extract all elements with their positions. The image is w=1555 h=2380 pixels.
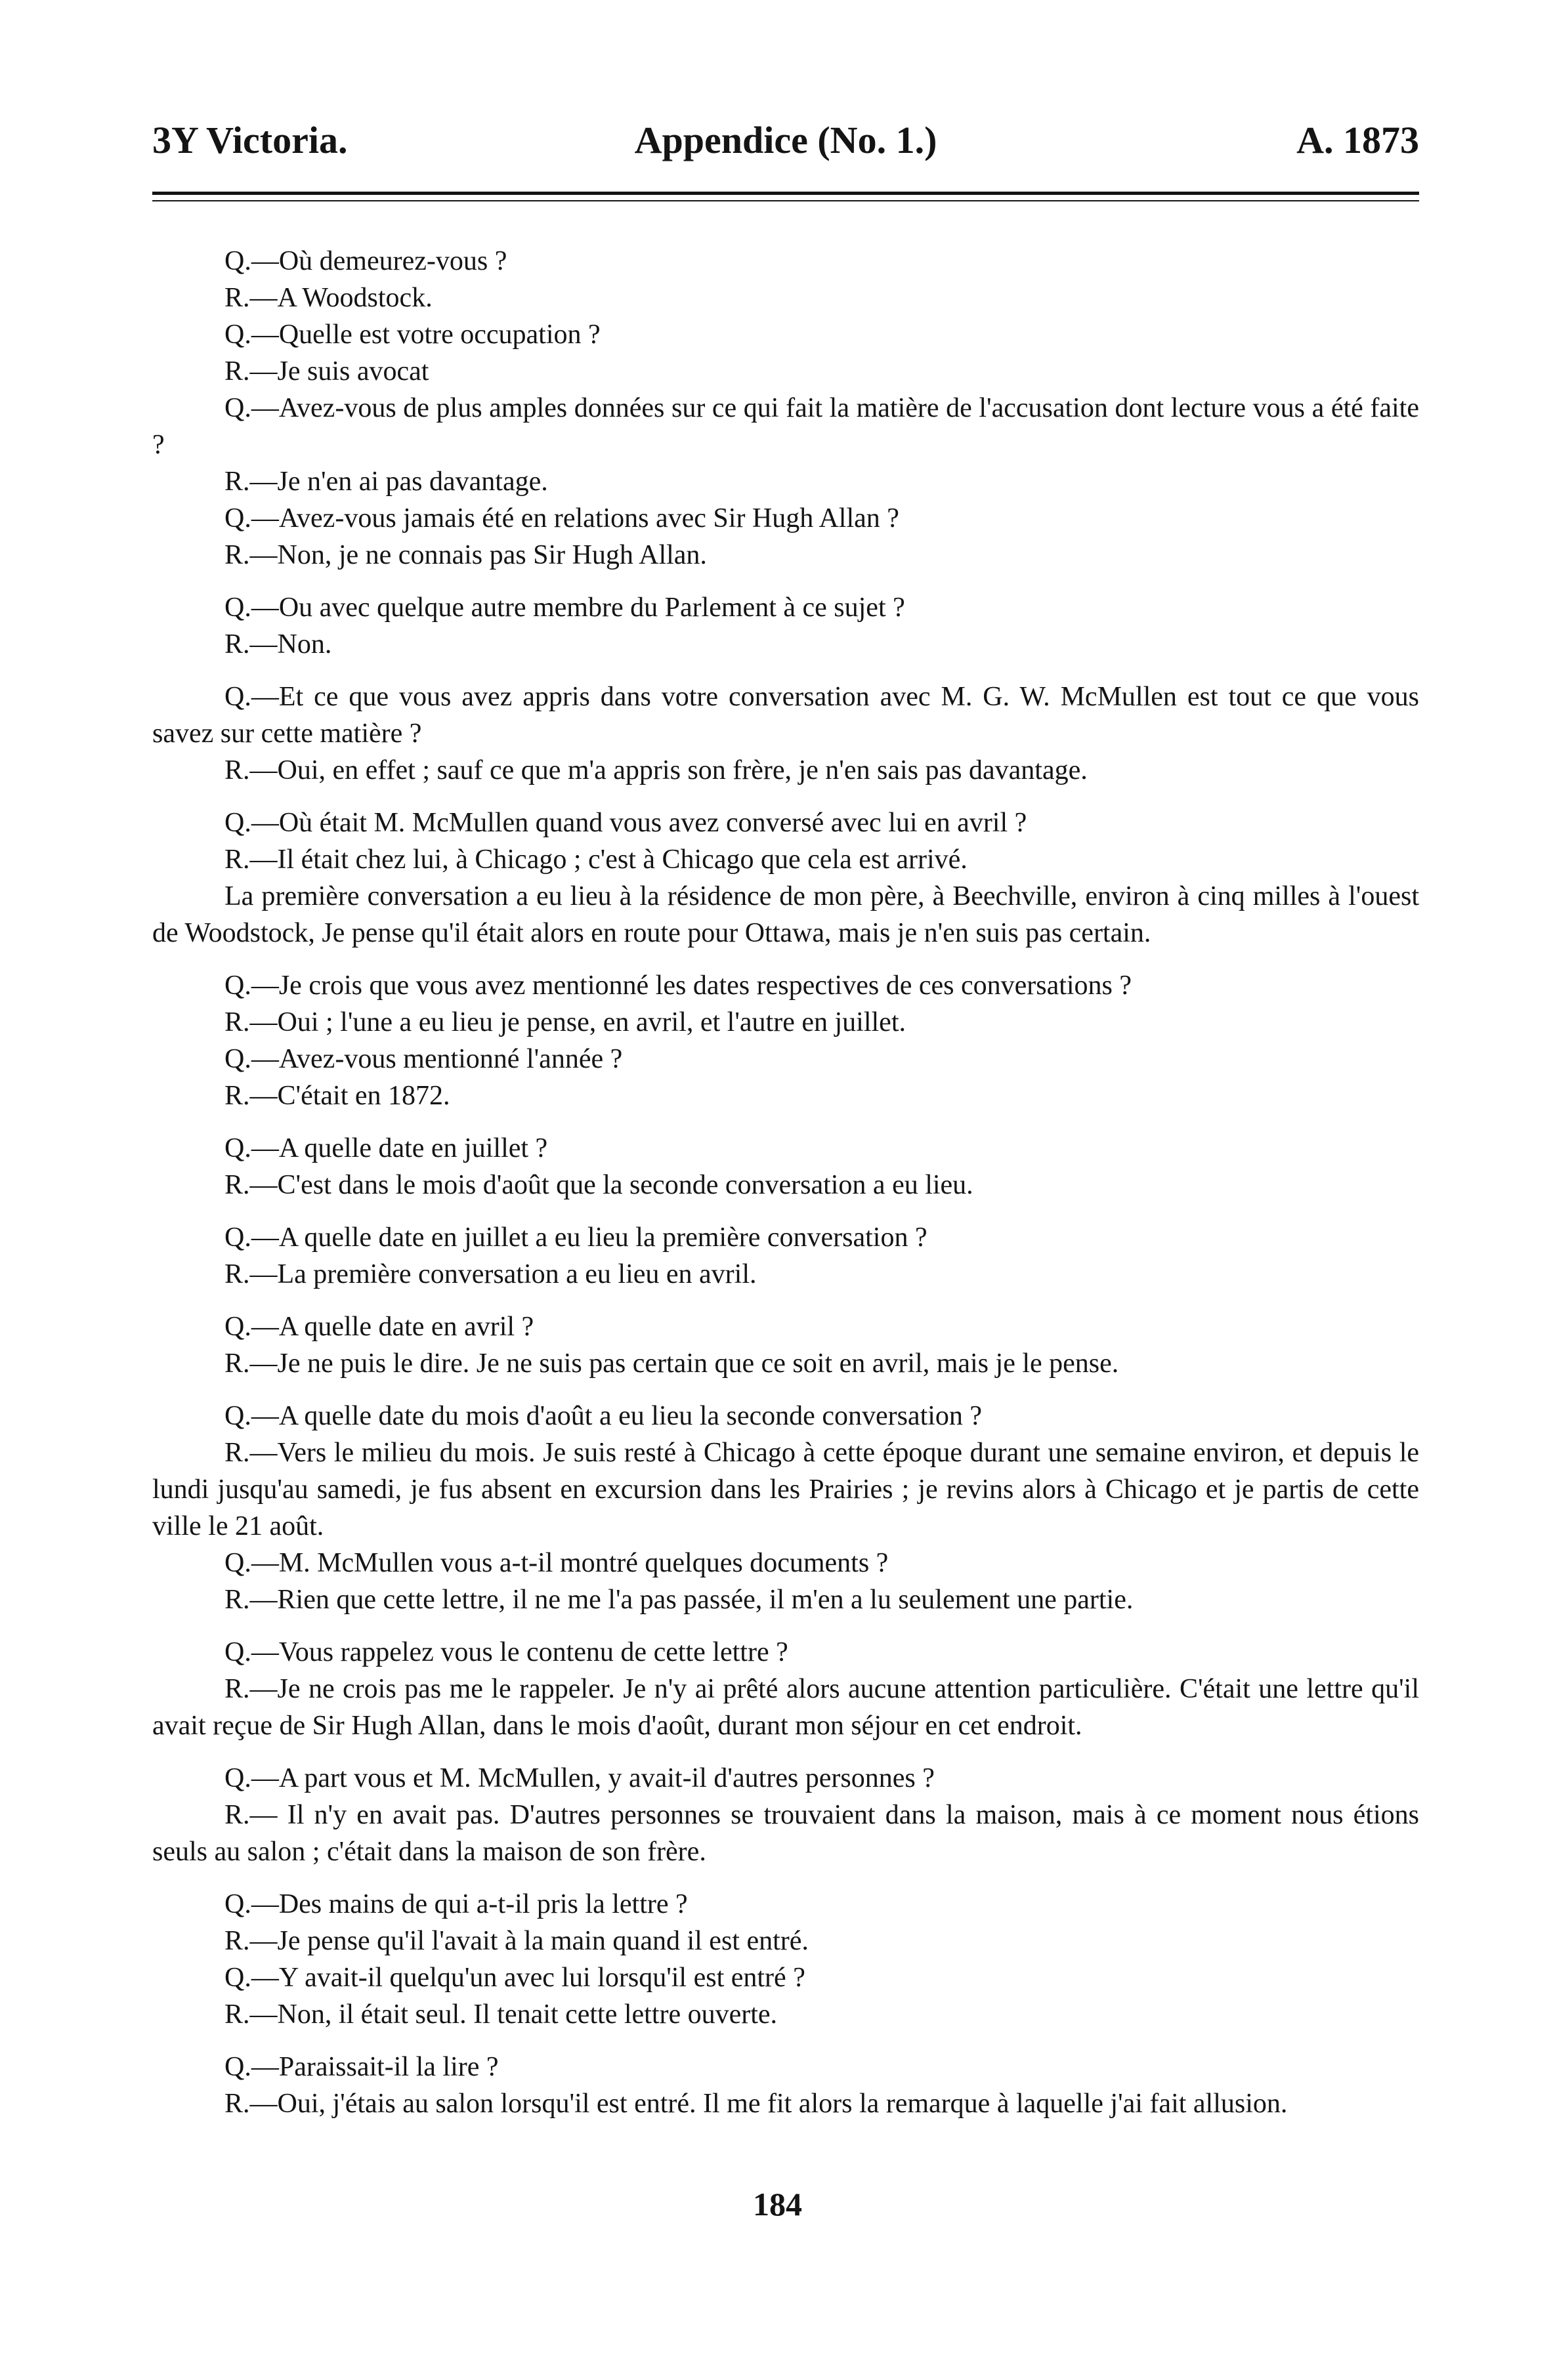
- paragraph: La première conversation a eu lieu à la résidence de mon père, à Beechville, environ à cinq milles à l'ouest de Woodstock, Je pense qu'il était alors en route pour Ottawa, mais je n'en suis pas certain.: [152, 881, 1419, 948]
- line-q: Q.—Avez-vous mentionné l'année ?: [224, 1044, 623, 1074]
- line-r: R.—Il était chez lui, à Chicago ; c'est à Chicago que cela est arrivé.: [224, 845, 968, 875]
- header-rule-thick: [152, 192, 1419, 195]
- line-q: Q.—A quelle date en juillet ?: [224, 1133, 548, 1163]
- line-q: Q.—Où était M. McMullen quand vous avez conversé avec lui en avril ?: [224, 808, 1027, 838]
- line-q: Q.—A quelle date en juillet a eu lieu la première conversation ?: [224, 1222, 927, 1253]
- line-r: R.—Rien que cette lettre, il ne me l'a pas passée, il m'en a lu seulement une partie.: [224, 1585, 1134, 1615]
- line-q: Q.—Avez-vous jamais été en relations avec Sir Hugh Allan ?: [224, 503, 899, 533]
- line-r: R.—Oui ; l'une a eu lieu je pense, en avril, et l'autre en juillet.: [224, 1007, 906, 1037]
- line-r: R.—Je ne puis le dire. Je ne suis pas certain que ce soit en avril, mais je le pense.: [224, 1348, 1119, 1379]
- testimony-text: [152, 243, 1419, 2122]
- line-r: R.—Je n'en ai pas davantage.: [224, 467, 548, 497]
- line-r: R.—La première conversation a eu lieu en avril.: [224, 1259, 757, 1289]
- line-r: R.—Je ne crois pas me le rappeler. Je n'y ai prêté alors aucune attention particulière. C'était une lettre qu'il avait reçue de Sir Hugh Allan, dans le mois d'août, durant mon séjour en cet endroit.: [152, 1674, 1419, 1741]
- line-q: Q.—A quelle date du mois d'août a eu lieu la seconde conversation ?: [224, 1401, 983, 1431]
- line-r: R.—Je pense qu'il l'avait à la main quand il est entré.: [224, 1926, 809, 1956]
- line-q: Q.—Quelle est votre occupation ?: [224, 320, 601, 350]
- line-r: R.—Oui, j'étais au salon lorsqu'il est entré. Il me fit alors la remarque à laquelle j'ai fait allusion.: [224, 2089, 1288, 2119]
- line-r: R.—Non, il était seul. Il tenait cette lettre ouverte.: [224, 1999, 778, 2030]
- header-appendix: Appendice (No. 1.): [634, 119, 937, 161]
- line-q: Q.—Y avait-il quelqu'un avec lui lorsqu'il est entré ?: [224, 1963, 805, 1993]
- line-q: Q.—Je crois que vous avez mentionné les dates respectives de ces conversations ?: [224, 971, 1132, 1001]
- line-q: Q.—A part vous et M. McMullen, y avait-il d'autres personnes ?: [224, 1763, 935, 1793]
- line-r: R.—Non, je ne connais pas Sir Hugh Allan.: [224, 540, 707, 570]
- line-q: Q.—Des mains de qui a-t-il pris la lettre ?: [224, 1889, 688, 1919]
- page-number: 184: [753, 2186, 802, 2223]
- line-q: Q.—Vous rappelez vous le contenu de cette lettre ?: [224, 1637, 788, 1667]
- header-rule-thin: [152, 200, 1419, 201]
- line-r: R.—A Woodstock.: [224, 283, 433, 313]
- header-year: A. 1873: [1296, 119, 1419, 161]
- line-r: R.— Il n'y en avait pas. D'autres personnes se trouvaient dans la maison, mais à ce moment nous étions seuls au salon ; c'était dans la maison de son frère.: [152, 1800, 1419, 1867]
- line-q: Q.—M. McMullen vous a-t-il montré quelques documents ?: [224, 1548, 889, 1578]
- page-header: [152, 118, 1419, 164]
- line-q: Q.—A quelle date en avril ?: [224, 1312, 534, 1342]
- line-q: Q.—Paraissait-il la lire ?: [224, 2052, 499, 2082]
- line-r: R.—Vers le milieu du mois. Je suis resté à Chicago à cette époque durant une semaine environ, et depuis le lundi jusqu'au samedi, je fus absent en excursion dans les Prairies ; je revins alors à Chicago et je partis de cette ville le 21 août.: [152, 1438, 1419, 1541]
- line-q: Q.—Où demeurez-vous ?: [224, 246, 507, 276]
- line-q: Q.—Et ce que vous avez appris dans votre conversation avec M. G. W. McMullen est tout ce que vous savez sur cette matière ?: [152, 682, 1419, 749]
- line-r: R.—C'était en 1872.: [224, 1081, 450, 1111]
- line-q: Q.—Ou avec quelque autre membre du Parlement à ce sujet ?: [224, 593, 905, 623]
- line-r: R.—Oui, en effet ; sauf ce que m'a appris son frère, je n'en sais pas davantage.: [224, 755, 1088, 785]
- line-r: R.—Non.: [224, 629, 332, 659]
- line-q: Q.—Avez-vous de plus amples données sur ce qui fait la matière de l'accusation dont lecture vous a été faite ?: [152, 393, 1419, 460]
- line-r: R.—C'est dans le mois d'août que la seconde conversation a eu lieu.: [224, 1170, 973, 1200]
- header-session: 3Y Victoria.: [152, 119, 348, 161]
- line-r: R.—Je suis avocat: [224, 356, 429, 386]
